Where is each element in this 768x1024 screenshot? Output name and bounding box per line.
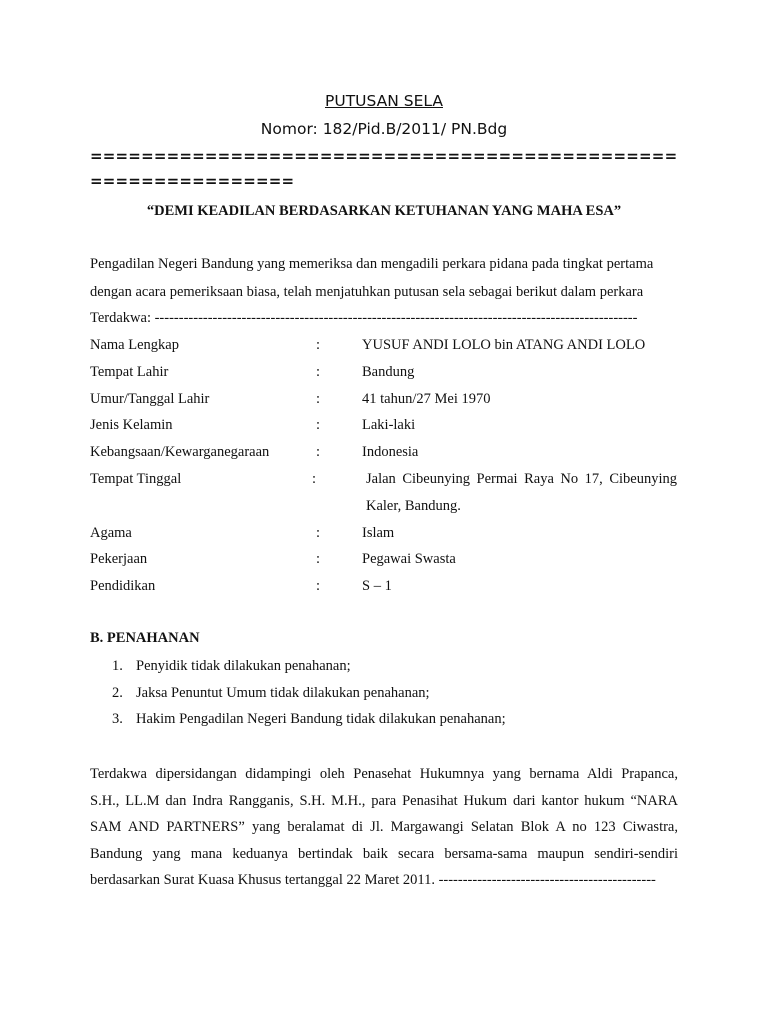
- counsel-paragraph-line: Bandung yang mana keduanya bertindak baik secara bersama-sama maupun sendiri-sendiri: [90, 846, 678, 862]
- field-value: S – 1: [362, 578, 392, 594]
- field-colon: :: [316, 525, 321, 541]
- field-colon: :: [316, 337, 321, 353]
- defendant-row-age: [90, 391, 680, 413]
- field-value: Pegawai Swasta: [362, 551, 456, 567]
- field-value: Indonesia: [362, 444, 419, 460]
- field-label: Pekerjaan: [90, 551, 148, 567]
- defendant-row-nationality: [90, 444, 680, 466]
- intro-paragraph-line: Pengadilan Negeri Bandung yang memeriksa dan mengadili perkara pidana pada tingkat pertama: [90, 256, 654, 272]
- field-value: Bandung: [362, 364, 415, 380]
- field-value: Jalan Cibeunying Permai Raya No 17, Cibeunying: [366, 471, 677, 487]
- field-value: Islam: [362, 525, 395, 541]
- document-title: PUTUSAN SELA: [325, 92, 443, 110]
- counsel-paragraph-line: S.H., LL.M dan Indra Rangganis, S.H. M.H., para Penasihat Hukum dari kantor hukum “NARA: [90, 793, 678, 809]
- field-label: Agama: [90, 525, 132, 541]
- defendant-row-occupation: [90, 551, 680, 573]
- list-text: Hakim Pengadilan Negeri Bandung tidak dilakukan penahanan;: [136, 711, 506, 727]
- field-colon: :: [312, 471, 317, 487]
- field-value: Laki-laki: [362, 417, 416, 433]
- list-text: Penyidik tidak dilakukan penahanan;: [136, 658, 351, 674]
- defendant-row-name: [90, 337, 680, 359]
- list-item: [112, 685, 430, 702]
- field-label: Tempat Lahir: [90, 364, 169, 380]
- list-item: [112, 658, 351, 675]
- list-number: 3.: [112, 711, 123, 727]
- list-item: [112, 711, 506, 728]
- separator-line: ==============================================: [90, 147, 678, 165]
- field-label: Jenis Kelamin: [90, 417, 173, 433]
- list-number: 1.: [112, 658, 123, 674]
- field-label: Nama Lengkap: [90, 337, 179, 353]
- field-colon: :: [316, 391, 321, 407]
- motto-heading: “DEMI KEADILAN BERDASARKAN KETUHANAN YANG MAHA ESA”: [146, 203, 622, 219]
- list-number: 2.: [112, 685, 123, 701]
- case-number: Nomor: 182/Pid.B/2011/ PN.Bdg: [260, 120, 508, 138]
- field-colon: :: [316, 444, 321, 460]
- intro-paragraph-line: dengan acara pemeriksaan biasa, telah menjatuhkan putusan sela sebagai berikut dalam perkara: [90, 284, 644, 300]
- field-label: Tempat Tinggal: [90, 471, 182, 487]
- separator-line: ================: [90, 172, 295, 190]
- field-colon: :: [316, 551, 321, 567]
- defendant-row-birthplace: [90, 364, 680, 386]
- list-text: Jaksa Penuntut Umum tidak dilakukan penahanan;: [136, 685, 430, 701]
- intro-paragraph-line: Terdakwa: ----------------------------------------------------------------------------------------------------: [90, 310, 638, 326]
- field-label: Umur/Tanggal Lahir: [90, 391, 210, 407]
- defendant-row-education: [90, 578, 680, 600]
- counsel-paragraph-line: Terdakwa dipersidangan didampingi oleh Penasehat Hukumnya yang bernama Aldi Prapanca,: [90, 766, 678, 782]
- field-colon: :: [316, 364, 321, 380]
- defendant-row-gender: [90, 417, 680, 439]
- field-value: 41 tahun/27 Mei 1970: [362, 391, 491, 407]
- defendant-row-religion: [90, 525, 680, 547]
- counsel-paragraph-line: SAM AND PARTNERS” yang beralamat di Jl. Margawangi Selatan Blok A no 123 Ciwastra,: [90, 819, 678, 835]
- field-label: Pendidikan: [90, 578, 156, 594]
- section-heading: B. PENAHANAN: [90, 630, 200, 646]
- field-value: YUSUF ANDI LOLO bin ATANG ANDI LOLO: [362, 337, 646, 353]
- field-colon: :: [316, 417, 321, 433]
- counsel-paragraph-line: berdasarkan Surat Kuasa Khusus tertanggal 22 Maret 2011. ---------------------------------------------: [90, 872, 656, 888]
- field-label: Kebangsaan/Kewarganegaraan: [90, 444, 270, 460]
- field-value: Kaler, Bandung.: [366, 498, 461, 514]
- field-colon: :: [316, 578, 321, 594]
